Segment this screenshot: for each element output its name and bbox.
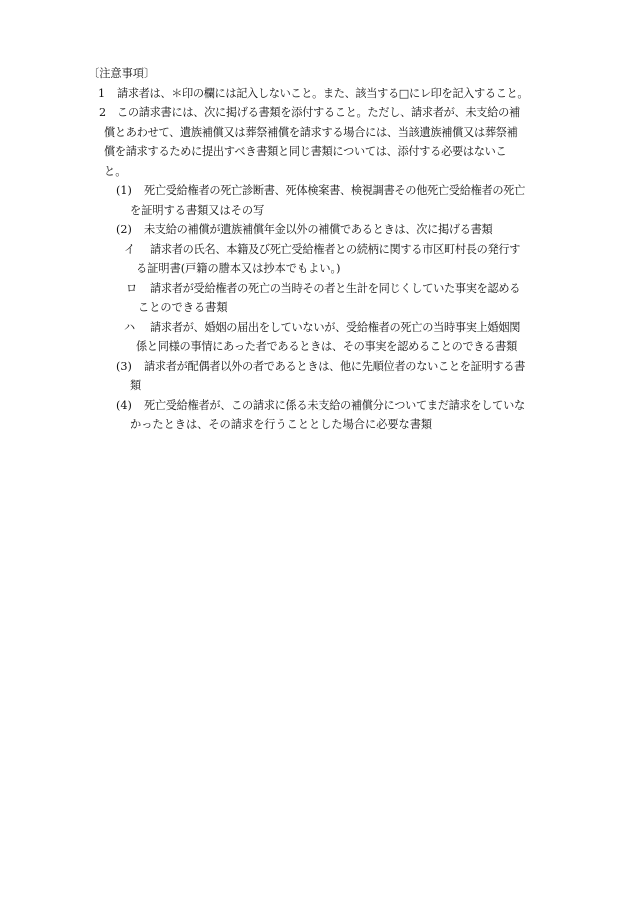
subitem-child-line: ことのできる書類 bbox=[138, 301, 228, 314]
subitem-line: 死亡受給権者の死亡診断書、死体検案書、検視調書その他死亡受給権者の死亡 bbox=[144, 184, 526, 197]
subitem-2-ro bbox=[86, 279, 556, 318]
subitem-child-number: ロ bbox=[126, 281, 138, 295]
note-item-line: 償を請求するために提出すべき書類と同じ書類については、添付する必要はないこ bbox=[104, 145, 507, 158]
subitem-3 bbox=[86, 357, 556, 396]
subitem-child-number: イ bbox=[124, 242, 136, 256]
subitem-child-line: 請求者が、婚姻の届出をしていないが、受給権者の死亡の当時事実上婚姻関 bbox=[150, 320, 521, 334]
subitem-child-line: 請求者が受給権者の死亡の当時その者と生計を同じくしていた事実を認める bbox=[150, 281, 521, 295]
subitem-line: 未支給の補償が遺族補償年金以外の補償であるときは、次に掲げる書類 bbox=[144, 223, 493, 236]
notes-heading: 〔注意事項〕 bbox=[88, 67, 156, 80]
subitem-number: (4) bbox=[116, 398, 132, 412]
subitem-2 bbox=[86, 220, 556, 240]
notes-section bbox=[86, 64, 556, 435]
subitem-2-ha bbox=[86, 318, 556, 357]
subitem-2-i bbox=[86, 240, 556, 279]
subitem-child-number: ハ bbox=[124, 320, 136, 334]
subitem-number: (1) bbox=[116, 184, 132, 197]
subitem-1 bbox=[86, 181, 556, 220]
note-item-number: 2 bbox=[99, 106, 107, 119]
note-item-number: 1 bbox=[98, 86, 106, 100]
subitem-number: (3) bbox=[116, 359, 132, 373]
subitem-child-line: 請求者の氏名、本籍及び死亡受給権者との続柄に関する市区町村長の発行す bbox=[150, 242, 521, 256]
note-item-line: この請求書には、次に掲げる書類を添付すること。ただし、請求者が、未支給の補 bbox=[117, 106, 520, 119]
note-item-1 bbox=[86, 84, 556, 104]
subitem-number: (2) bbox=[116, 223, 132, 236]
note-item-line: 償とあわせて、遺族補償又は葬祭補償を請求する場合には、当該遺族補償又は葬祭補 bbox=[104, 125, 518, 139]
subitem-line: かったときは、その請求を行うこととした場合に必要な書類 bbox=[130, 418, 433, 431]
subitem-line: 類 bbox=[130, 379, 142, 392]
subitem-child-line: る証明書(戸籍の謄本又は抄本でもよい。) bbox=[136, 262, 341, 275]
note-item-2 bbox=[86, 103, 556, 181]
note-item-line: と。 bbox=[104, 164, 127, 178]
subitem-line: を証明する書類又はその写 bbox=[130, 203, 265, 217]
subitem-line: 請求者が配偶者以外の者であるときは、他に先順位者のないことを証明する書 bbox=[144, 359, 526, 373]
subitem-line: 死亡受給権者が、この請求に係る未支給の補償分についてまだ請求をしていな bbox=[144, 398, 525, 412]
subitem-child-line: 係と同様の事情にあった者であるときは、その事実を認めることのできる書類 bbox=[136, 340, 517, 353]
note-item-text: 請求者は、＊印の欄には記入しないこと。また、該当する□にレ印を記入すること。 bbox=[117, 86, 529, 100]
subitem-4 bbox=[86, 396, 556, 435]
